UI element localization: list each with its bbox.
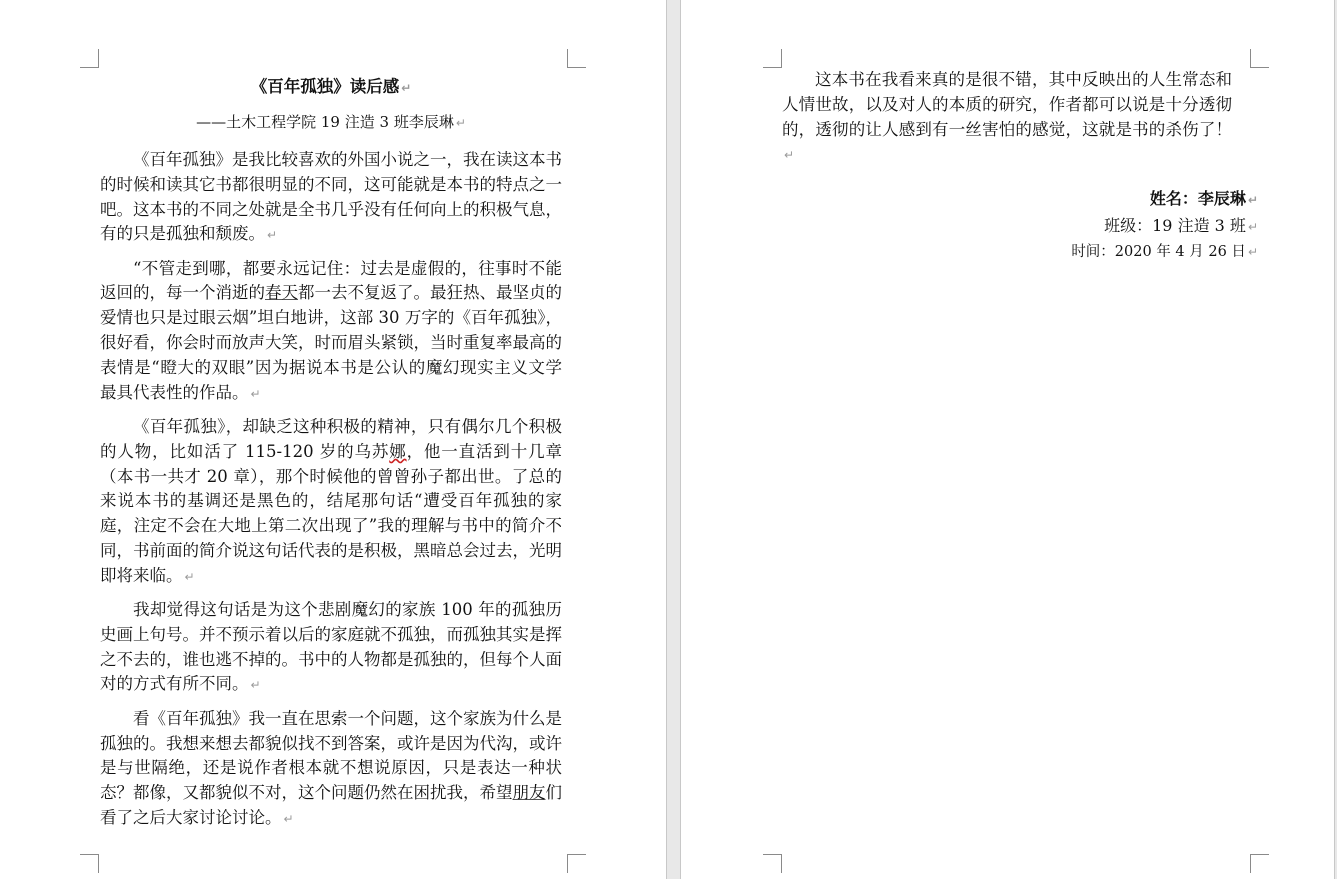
paragraph-mark: ↵	[267, 228, 278, 243]
crop-mark-top-left	[80, 49, 99, 68]
paragraph-mark: ↵	[784, 148, 795, 163]
page-1-body[interactable]	[100, 74, 562, 840]
paragraph-5[interactable]: 看《百年孤独》我一直在思索一个问题，这个家族为什么是孤独的。我想来想去都貌似找不到答案，或许是因为代沟，或许是与世隔绝，还是说作者根本就不想说原因，只是表达一种状态？都像，又都貌似不对，这个问题仍然在困扰我，希望朋友们看了之后大家讨论讨论。 ↵	[100, 708, 562, 827]
crop-mark-top-right	[1250, 49, 1269, 68]
document-title: 《百年孤独》读后感 ↵	[250, 77, 412, 96]
spelling-error-marker[interactable]: 娜	[389, 441, 407, 461]
paragraph-mark: ↵	[1247, 245, 1258, 260]
paragraph-mark: ↵	[1247, 220, 1258, 235]
paragraph-mark: ↵	[401, 81, 412, 95]
paragraph-mark: ↵	[184, 569, 195, 584]
paragraph-2[interactable]: “不管走到哪，都要永远记住：过去是虚假的，往事时不能返回的，每一个消逝的春天都一去不复返了。最狂热、最坚贞的爱情也只是过眼云烟”坦白地讲，这部 30 万字的《百年孤独》，很好看，你会时而放声大笑，时而眉头紧锁，当时重复率最高的表情是“瞪大的双眼”因为据说本书是公认的魔幻现实主义文学最具代表性的作品。 ↵	[100, 258, 562, 402]
paragraph-3[interactable]: 《百年孤独》，却缺乏这种积极的精神，只有偶尔几个积极的人物，比如活了 115-120 岁的乌苏娜，他一直活到十几章（本书一共才 20 章），那个时候他的曾曾孙子都出世。了总的来说本书的基调还是黑色的，结尾那句话“遭受百年孤独的家庭，注定不会在大地上第二次出现了”我的理解与书中的简介不同，书前面的简介说这句话代表的是积极，黑暗总会过去，光明即将来临。 ↵	[100, 416, 562, 585]
underlined-word: 朋友	[512, 783, 546, 803]
paragraph-mark: ↵	[250, 678, 261, 693]
paragraph-6[interactable]: 这本书在我看来真的是很不错，其中反映出的人生常态和人情世故，以及对人的本质的研究，作者都可以说是十分透彻的，透彻的让人感到有一丝害怕的感觉，这就是书的杀伤了！↵	[782, 70, 1232, 163]
paragraph-mark: ↵	[1247, 193, 1258, 208]
page-2-body[interactable]	[782, 68, 1258, 265]
crop-mark-top-right	[567, 49, 586, 68]
paragraph-mark: ↵	[250, 386, 261, 401]
underlined-word: 春天	[265, 283, 298, 303]
signature-class: 班级：19 注造 3 班 ↵	[1104, 216, 1258, 236]
crop-mark-bottom-left	[763, 854, 782, 873]
crop-mark-bottom-right	[1250, 854, 1269, 873]
signature-name: 姓名：李辰琳 ↵	[1149, 189, 1258, 209]
page-gutter	[666, 0, 681, 879]
paragraph-1[interactable]: 《百年孤独》是我比较喜欢的外国小说之一，我在读这本书的时候和读其它书都很明显的不同，这可能就是本书的特点之一吧。这本书的不同之处就是全书几乎没有任何向上的积极气息，有的只是孤独和颓废。 ↵	[100, 150, 562, 244]
signature-date: 时间：2020 年 4 月 26 日 ↵	[1071, 244, 1258, 261]
crop-mark-bottom-left	[80, 854, 99, 873]
crop-mark-bottom-right	[567, 854, 586, 873]
paragraph-mark: ↵	[283, 811, 294, 826]
paragraph-4[interactable]: 我却觉得这句话是为这个悲剧魔幻的家族 100 年的孤独历史画上句号。并不预示着以后的家庭就不孤独，而孤独其实是挥之不去的，谁也逃不掉的。书中的人物都是孤独的，但每个人面对的方式有所不同。 ↵	[100, 600, 562, 694]
crop-mark-top-left	[763, 49, 782, 68]
paragraph-mark: ↵	[455, 116, 466, 130]
author-line: ——土木工程学院 19 注造 3 班李辰琳 ↵	[196, 113, 466, 131]
